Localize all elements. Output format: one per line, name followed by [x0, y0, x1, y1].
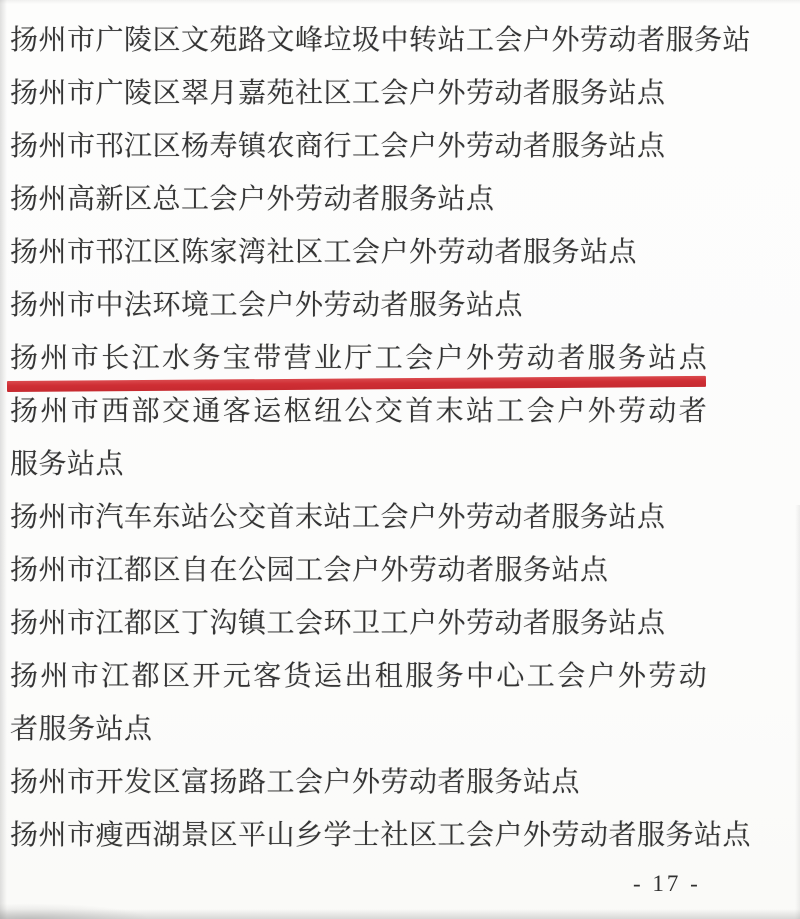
station-entry [10, 67, 792, 120]
station-line: 扬州市江都区开元客货运出租服务中心工会户外劳动 [10, 661, 710, 692]
station-line: 扬州市广陵区翠月嘉苑社区工会户外劳动者服务站点 [10, 78, 666, 109]
station-line: 扬州市长江水务宝带营业厅工会户外劳动者服务站点 [10, 343, 710, 374]
station-entry [10, 544, 792, 597]
station-line: 者服务站点 [10, 714, 153, 745]
station-entry [10, 756, 792, 809]
station-line: 扬州市西部交通客运枢纽公交首末站工会户外劳动者 [10, 396, 710, 427]
station-entry [10, 14, 792, 67]
scan-edge-bottom [0, 909, 800, 919]
station-list [10, 14, 792, 862]
scan-edge-top [0, 0, 800, 4]
station-line: 扬州高新区总工会户外劳动者服务站点 [10, 184, 495, 215]
station-line: 扬州市瘦西湖景区平山乡学士社区工会户外劳动者服务站点 [10, 820, 752, 851]
station-line: 扬州市广陵区文苑路文峰垃圾中转站工会户外劳动者服务站 [10, 25, 752, 56]
station-entry [10, 809, 792, 862]
station-entry [10, 650, 792, 756]
station-line: 服务站点 [10, 449, 125, 480]
station-entry [10, 120, 792, 173]
station-entry [10, 173, 792, 226]
page-number: - 17 - [633, 871, 701, 896]
station-line: 扬州市邗江区杨寿镇农商行工会户外劳动者服务站点 [10, 131, 666, 162]
station-line: 扬州市中法环境工会户外劳动者服务站点 [10, 290, 524, 321]
scan-smudge-bottom-left [0, 903, 150, 919]
station-line: 扬州市江都区自在公园工会户外劳动者服务站点 [10, 555, 609, 586]
station-entry [10, 279, 792, 332]
station-entry [10, 385, 792, 491]
station-line: 扬州市邗江区陈家湾社区工会户外劳动者服务站点 [10, 237, 638, 268]
station-line: 扬州市汽车东站公交首末站工会户外劳动者服务站点 [10, 502, 666, 533]
scan-edge-right [795, 505, 800, 919]
station-entry [10, 226, 792, 279]
station-entry [10, 491, 792, 544]
station-line: 扬州市开发区富扬路工会户外劳动者服务站点 [10, 767, 581, 798]
scan-edge-left [0, 0, 7, 919]
station-line: 扬州市江都区丁沟镇工会环卫工户外劳动者服务站点 [10, 608, 666, 639]
station-entry [10, 597, 792, 650]
station-entry [10, 332, 792, 385]
